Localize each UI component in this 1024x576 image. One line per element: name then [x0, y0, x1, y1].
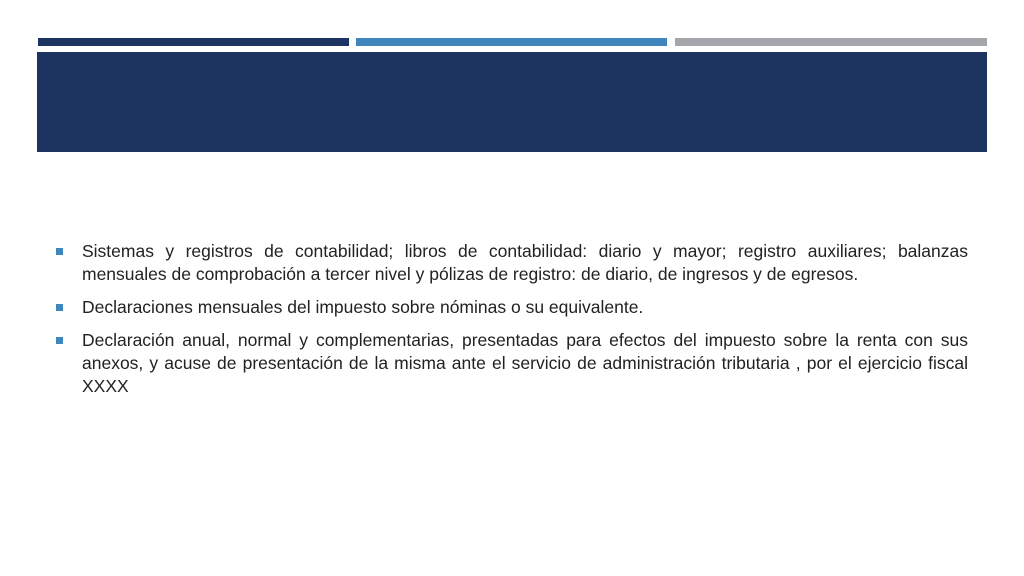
bullet-list: [56, 240, 968, 408]
bullet-text: Declaración anual, normal y complementarias, presentadas para efectos del impuesto sobre la renta con sus anexos, y acuse de presentación de la misma ante el servicio de administración tributaria , por el ejercicio fiscal XXXX: [82, 330, 968, 396]
bullet-text: Sistemas y registros de contabilidad; libros de contabilidad: diario y mayor; registro auxiliares; balanzas mensuales de comprobación a tercer nivel y pólizas de registro: de diario, de ingresos y de egresos.: [82, 241, 968, 284]
bullet-item: [56, 240, 968, 286]
square-bullet-icon: [56, 337, 63, 344]
square-bullet-icon: [56, 248, 63, 255]
accent-stripe-gray: [675, 38, 987, 46]
accent-stripe-dark: [38, 38, 349, 46]
square-bullet-icon: [56, 304, 63, 311]
accent-stripe-blue: [356, 38, 667, 46]
bullet-text: Declaraciones mensuales del impuesto sobre nóminas o su equivalente.: [82, 297, 644, 317]
bullet-item: [56, 296, 968, 319]
bullet-item: [56, 329, 968, 398]
title-band: [37, 52, 987, 152]
